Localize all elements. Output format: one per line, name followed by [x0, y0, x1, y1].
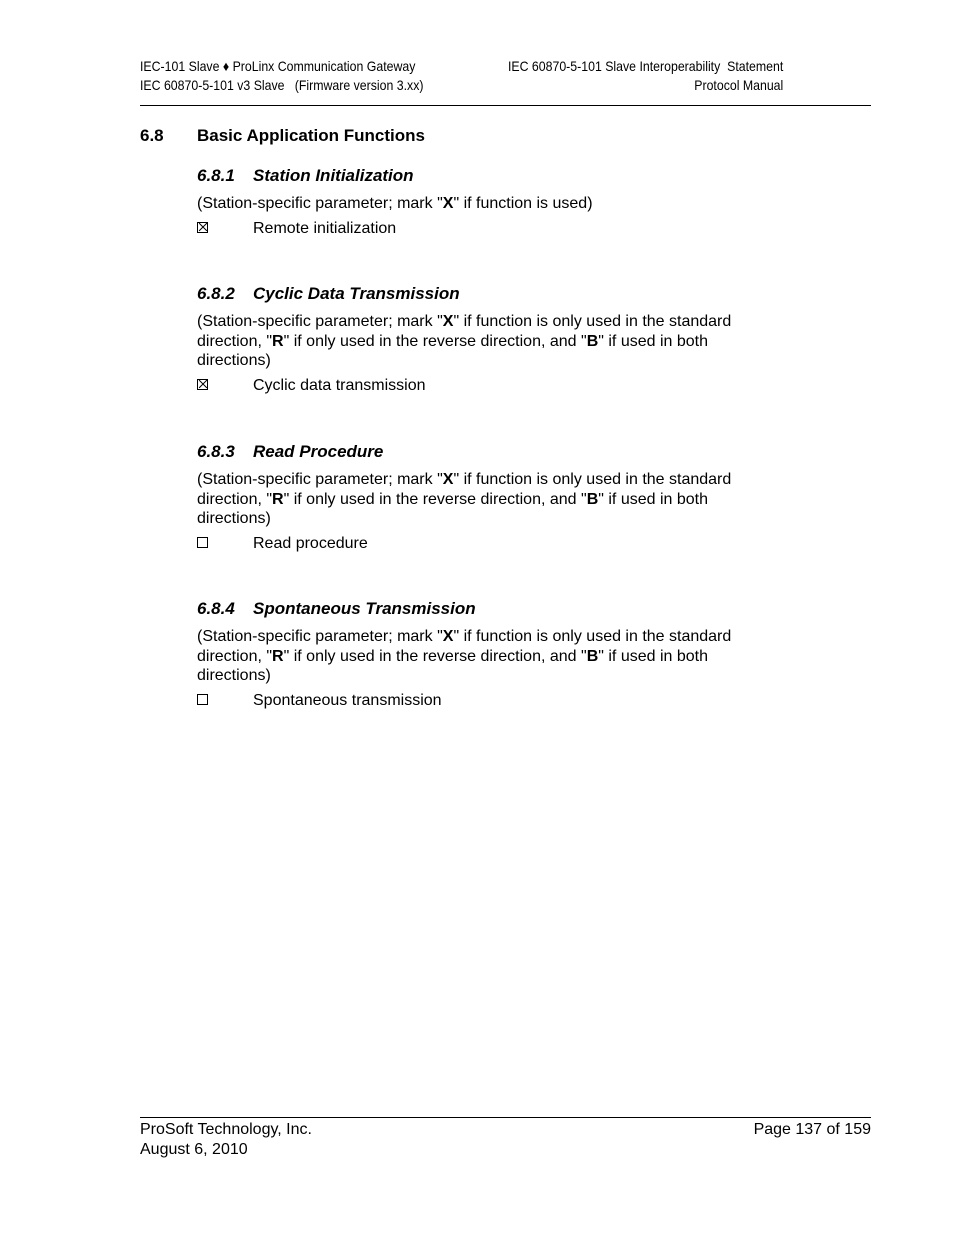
para-mark-b: B — [586, 647, 599, 665]
subsection-title: Cyclic Data Transmission — [253, 284, 460, 303]
subsection-title: Station Initialization — [253, 166, 414, 185]
subsection-read-procedure — [197, 442, 797, 554]
subsection-title: Spontaneous Transmission — [253, 599, 476, 618]
header-divider — [140, 105, 871, 106]
checkbox-label: Read procedure — [253, 534, 368, 552]
section-heading — [140, 126, 425, 146]
footer-date: August 6, 2010 — [140, 1140, 248, 1158]
subsection-heading — [197, 599, 797, 619]
para-mark-r: R — [272, 647, 284, 665]
checkbox-item — [197, 691, 797, 711]
subsection-station-initialization — [197, 166, 797, 239]
header-firmware-line: IEC 60870-5-101 v3 Slave (Firmware version 3.xx) — [140, 77, 424, 93]
empty-box-icon — [197, 537, 208, 548]
para-mark-x: X — [442, 628, 454, 645]
para-text: " if only used in the reverse direction, and " — [283, 490, 587, 508]
subsection-description — [197, 470, 777, 529]
para-text: (Station-specific parameter; mark " — [197, 628, 443, 645]
para-mark-r: R — [272, 332, 284, 350]
para-text: (Station-specific parameter; mark " — [197, 471, 443, 488]
checkbox-label: Spontaneous transmission — [253, 691, 442, 709]
para-mark-x: X — [442, 313, 454, 330]
footer-page-number: Page 137 of 159 — [753, 1121, 871, 1138]
subsection-number: 6.8.1 — [197, 166, 235, 185]
subsection-number: 6.8.4 — [197, 599, 235, 618]
subsection-title: Read Procedure — [253, 442, 384, 461]
section-number: 6.8 — [140, 126, 164, 145]
para-text: " if used in both directions) — [197, 647, 708, 685]
checkbox-label: Cyclic data transmission — [253, 376, 426, 394]
footer-left — [140, 1120, 312, 1159]
checked-box-icon — [197, 222, 208, 233]
header-right — [508, 57, 783, 95]
header-left — [140, 57, 423, 95]
para-mark-b: B — [586, 332, 599, 350]
checkbox-item — [197, 534, 797, 554]
para-mark-x: X — [442, 195, 454, 212]
checkbox-item — [197, 376, 797, 396]
subsection-spontaneous-transmission — [197, 599, 797, 711]
para-text: " if function is used) — [453, 195, 593, 212]
footer-divider — [140, 1117, 871, 1118]
para-text: " if function is only used in the standard direction, " — [197, 313, 732, 350]
header-document-title: IEC 60870-5-101 Slave Interoperability Statement — [507, 58, 784, 74]
para-text: " if used in both directions) — [197, 490, 708, 528]
para-mark-b: B — [586, 490, 599, 508]
subsection-heading — [197, 166, 797, 186]
subsection-description — [197, 194, 777, 214]
para-mark-x: X — [442, 471, 454, 488]
subsection-cyclic-data-transmission — [197, 284, 797, 396]
subsection-heading — [197, 442, 797, 462]
subsection-description — [197, 627, 777, 686]
para-mark-r: R — [272, 490, 284, 508]
subsection-description — [197, 312, 777, 371]
subsection-number: 6.8.2 — [197, 284, 235, 303]
checkbox-label: Remote initialization — [253, 219, 397, 237]
para-text: " if function is only used in the standard direction, " — [197, 471, 732, 508]
header-manual-type: Protocol Manual — [694, 77, 784, 93]
para-text: (Station-specific parameter; mark " — [197, 195, 443, 212]
para-text: " if function is only used in the standard direction, " — [197, 628, 732, 665]
subsection-number: 6.8.3 — [197, 442, 235, 461]
section-title: Basic Application Functions — [197, 126, 425, 145]
subsection-heading — [197, 284, 797, 304]
para-text: (Station-specific parameter; mark " — [197, 313, 443, 330]
empty-box-icon — [197, 694, 208, 705]
checkbox-item — [197, 219, 797, 239]
header-product-line: IEC-101 Slave ♦ ProLinx Communication Gateway — [140, 58, 416, 74]
para-text: " if only used in the reverse direction, and " — [283, 647, 587, 665]
para-text: " if only used in the reverse direction, and " — [283, 332, 587, 350]
checked-box-icon — [197, 379, 208, 390]
footer-company: ProSoft Technology, Inc. — [140, 1121, 312, 1138]
para-text: " if used in both directions) — [197, 332, 708, 370]
